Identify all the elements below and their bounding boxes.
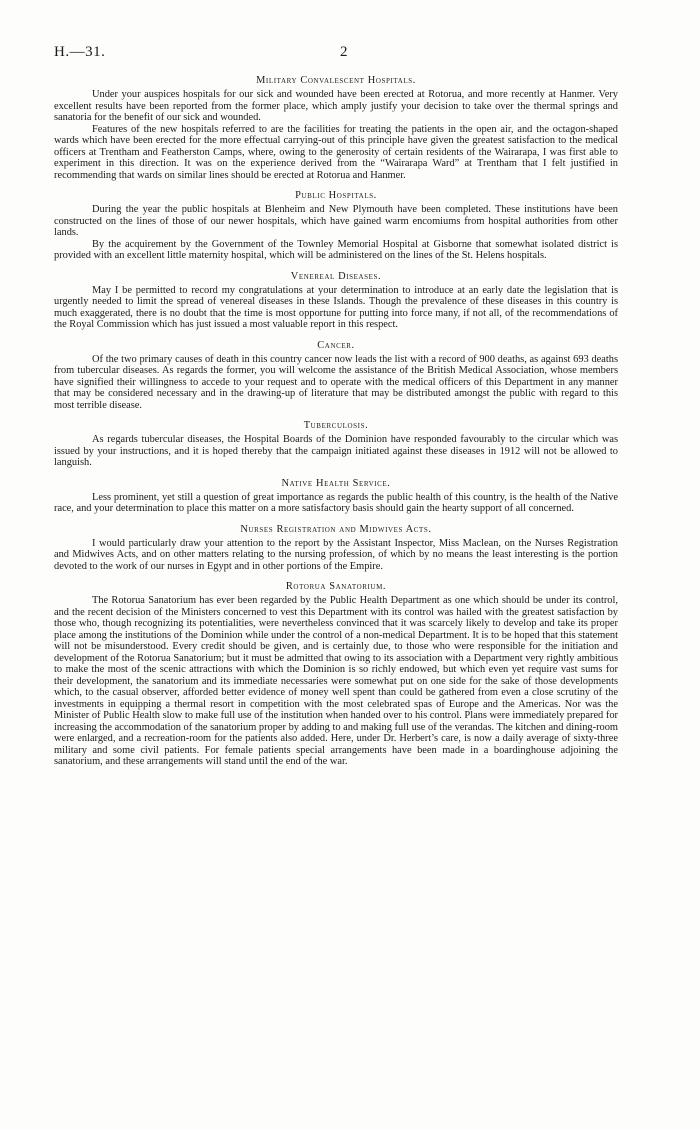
section-rotorua-sanatorium: [54, 581, 618, 768]
document-reference: H.—31.: [54, 44, 106, 60]
section-title: Native Health Service.: [281, 477, 391, 489]
section-title: Venereal Diseases.: [290, 270, 382, 282]
paragraph: Less prominent, yet still a question of great importance as regards the public health of this country, is the health of the Native race, and your determination to place this matter on a more satisfactory basis should gain the hearty support of all concerned.: [54, 491, 618, 514]
section-nurses-registration: [54, 524, 618, 573]
section-military-convalescent-hospitals: [54, 75, 618, 181]
paragraph: May I be permitted to record my congratulations at your determination to introduce at an early date the legislation that is urgently needed to limit the spread of venereal diseases in these Islands. Though the prevalence of these diseases in this country is much exaggerated, there is no doubt that the time is most opportune for putting into force many, if not all, of the recommendations of the Royal Commission which has just issued a most valuable report in this respect.: [54, 284, 618, 330]
paragraph: During the year the public hospitals at Blenheim and New Plymouth have been completed. These institutions have been constructed on the lines of those of our newer hospitals, which have gained warm encomiums from hospital authorities from other lands.: [54, 204, 618, 238]
section-cancer: [54, 340, 618, 412]
section-title: Cancer.: [317, 339, 355, 351]
section-public-hospitals: [54, 190, 618, 262]
paragraph: Under your auspices hospitals for our sick and wounded have been erected at Rotorua, and more recently at Hanmer. Very excellent results have been reported from the former place, which amply justify your decision to take over the thermal springs and sanatoria for the benefit of our sick and wounded.: [54, 89, 618, 123]
paragraph: As regards tubercular diseases, the Hospital Boards of the Dominion have responded favourably to the circular which was issued by your instructions, and it is hoped thereby that the campaign initiated against these diseases in 1912 will not be allowed to languish.: [54, 434, 618, 468]
paragraph: Of the two primary causes of death in this country cancer now leads the list with a record of 900 deaths, as against 693 deaths from tubercular diseases. As regards the former, you will welcome the assistance of the British Medical Association, whose members have signified their willingness to accede to your request and to operate with the medical officers of this Department in any manner that may be considered necessary and in the drawing-up of literature that may be distributed amongst the public with regard to this most terrible disease.: [54, 353, 618, 411]
section-title: Public Hospitals.: [295, 190, 377, 201]
section-title: Tuberculosis.: [303, 420, 369, 431]
section-native-health-service: [54, 478, 618, 515]
paragraph: I would particularly draw your attention to the report by the Assistant Inspector, Miss Maclean, on the Nurses Registration and Midwives Acts, and on other matters relating to the nursing profession, of which by no means the least interesting is the portion devoted to the work of our nurses in Egypt and in other portions of the Empire.: [54, 537, 618, 572]
section-tuberculosis: [54, 420, 618, 469]
section-title: Rotorua Sanatorium.: [285, 581, 387, 592]
page-body: [54, 75, 618, 768]
page-header: [54, 44, 654, 64]
section-venereal-diseases: [54, 271, 618, 331]
section-title: Nurses Registration and Midwives Acts.: [240, 523, 432, 535]
page-number: 2: [340, 44, 348, 60]
paragraph: The Rotorua Sanatorium has ever been regarded by the Public Health Department as one which should be under its control, and the recent decision of the Ministers concerned to vest this Department with its control was hailed with the greatest satisfaction by those who, though recognizing its potentialities, were nevertheless convinced that it was scarcely likely to develop and take its proper place among the institutions of the Dominion while under the control of a non-medical Department. It is to be hoped that this statement will not be misunderstood. Every credit should be given, and is certainly due, to those who were responsible for the initiation and development of the Rotorua Sanatorium; but it must be admitted that owing to its association with a Department very rightly ambitious to make the most of the scenic attractions with which the Dominion is so richly endowed, but which even yet require vast sums for their development, the sanatorium and its immediate necessaries were somewhat put on one side for the sake of those developments which, to the casual observer, afforded better evidence of money well spent than could be gathered from even a close scrutiny of the investments in equipping a thermal resort in competition with the most celebrated spas of Europe and the Americas. Nor was the Minister of Public Health slow to make full use of the institution when handed over to his control. Plans were immediately prepared for increasing the accommodation of the sanatorium proper by adding to and making full use of the verandas. The kitchen and dining-room were enlarged, and a recreation-room for the patients also added. Here, under Dr. Herbert’s care, is now a daily average of sixty-three military and some civil patients. For female patients special arrangements have been made in a boardinghouse adjoining the sanatorium, and these arrangements will stand until the end of the war.: [54, 595, 618, 767]
paragraph: Features of the new hospitals referred to are the facilities for treating the patients in the open air, and the octagon-shaped wards which have been erected for the more effectual carrying-out of this principle have given the greatest satisfaction to the medical officers at Trentham and Featherston Camps, where, owing to the generosity of certain residents of the Wairarapa, I was first able to experiment in this direction. It was on the experience derived from the “Wairarapa Ward” at Trentham that I felt justified in recommending that wards on similar lines should be erected at Rotorua and Hanmer.: [54, 123, 618, 181]
section-title: Military Convalescent Hospitals.: [256, 75, 416, 86]
paragraph: By the acquirement by the Government of the Townley Memorial Hospital at Gisborne that somewhat isolated district is provided with an excellent little maternity hospital, which will be administered on the lines of the St. Helens hospitals.: [54, 238, 618, 261]
